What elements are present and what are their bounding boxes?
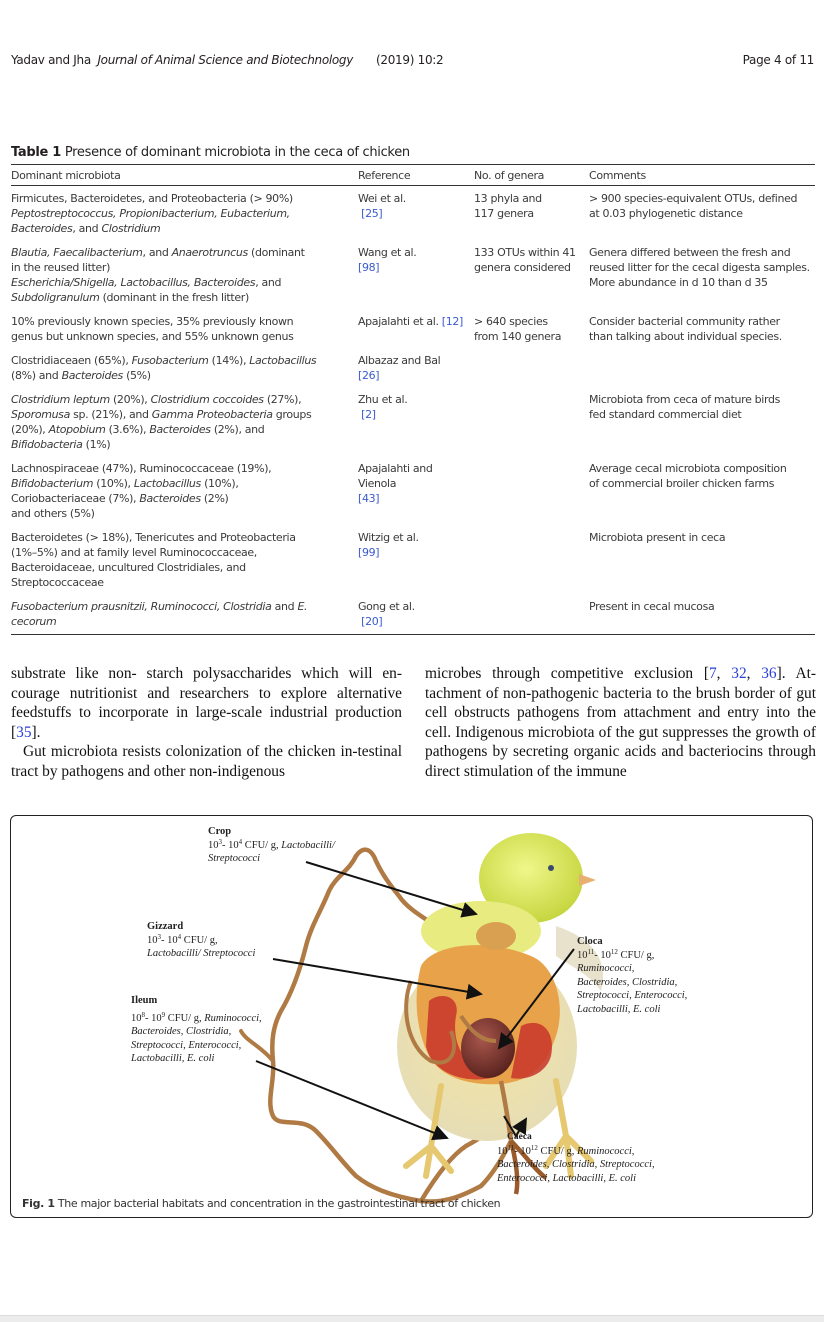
table-row [11, 458, 815, 527]
page-number: Page 4 of 11 [742, 53, 814, 67]
citation-link[interactable]: 36 [761, 665, 777, 682]
citation-link[interactable]: [20] [361, 615, 383, 628]
table-row [11, 527, 815, 596]
cell-reference: Witzig et al. [99] [358, 531, 419, 559]
paragraph: Gut microbiota resists colonization of the chicken in-testinal tract by pathogens and other non-indigenous [11, 743, 402, 780]
label-ileum [131, 994, 262, 1066]
cell-genera [474, 596, 589, 635]
header-authors: Yadav and Jha [11, 53, 91, 67]
cell-genera: > 640 species from 140 genera [474, 315, 562, 343]
cell-comments: > 900 species-equivalent OTUs, defined at 0.03 phylogenetic distance [589, 192, 798, 220]
cell-microbiota: Blautia, Faecalibacterium, and Anaerotruncus (dominant in the reused litter) Escherichia/Shigella, Lactobacillus, Bacteroides, and Subdoligranulum (dominant in the fresh litter) [11, 246, 305, 304]
citation-link[interactable]: 35 [16, 723, 32, 741]
citation-link[interactable]: [98] [358, 261, 380, 274]
column-header-genera: No. of genera [474, 169, 545, 182]
body-text-right-column [425, 664, 816, 781]
citation-link[interactable]: [26] [358, 369, 380, 382]
cell-microbiota: 10% previously known species, 35% previously known genus but unknown species, and 55% unknown genus [11, 315, 294, 343]
column-header-reference: Reference [358, 169, 411, 182]
cell-microbiota: Fusobacterium prausnitzii, Ruminococci, Clostridia and E. cecorum [11, 600, 308, 628]
cell-reference: Zhu et al. [2] [358, 393, 408, 421]
header-volume: (2019) 10:2 [376, 53, 444, 67]
cell-reference: Gong et al. [20] [358, 600, 415, 628]
label-gizzard-body: $10^3-$ $10^4$ CFU/ g, Lactobacilli/ Streptococci [147, 932, 256, 959]
cell-genera [474, 527, 589, 596]
paragraph: substrate like non- starch polysaccharides which will en-courage nutritionist and researchers to explore alternative feedstuffs to incorporate in large-scale industrial production [35]. [11, 665, 402, 741]
cell-reference: Wang et al. [98] [358, 246, 417, 274]
cell-genera: 13 phyla and 117 genera [474, 192, 542, 220]
citation-link[interactable]: 32 [731, 665, 747, 682]
label-cloca-title: Cloca [577, 936, 603, 947]
table-row [11, 389, 815, 458]
label-gizzard-title: Gizzard [147, 921, 184, 932]
citation-link[interactable]: [43] [358, 492, 380, 505]
figure-label: Fig. 1 [22, 1197, 55, 1210]
label-cloca-body: $10^{11}-$ $10^{12}$ CFU/ g, Ruminococci, Bacteroides, Clostridia, Streptococci, Enterococci, Lactobacilli, E. coli [577, 947, 688, 1015]
table-row [11, 596, 815, 635]
figure-1 [10, 815, 813, 1218]
cell-comments: Average cecal microbiota composition of commercial broiler chicken farms [589, 462, 787, 490]
cell-reference: Albazaz and Bal [26] [358, 354, 441, 382]
citation-link[interactable]: 7 [708, 665, 717, 682]
cell-comments: Microbiota present in ceca [589, 531, 726, 544]
table-row [11, 242, 815, 311]
cell-microbiota: Clostridium leptum (20%), Clostridium coccoides (27%), Sporomusa sp. (21%), and Gamma Proteobacteria groups (20%), Atopobium (3.6%), Bacteroides (2%), and Bifidobacteria (1%) [11, 393, 312, 451]
cell-microbiota: Lachnospiraceae (47%), Ruminococcaceae (19%), Bifidobacterium (10%), Lactobacillus (10%), Coriobacteriaceae (7%), Bacteroides (2%) and others (5%) [11, 462, 272, 520]
table-row [11, 350, 815, 389]
cell-genera [474, 389, 589, 458]
label-caeca-title: Caeca [507, 1132, 532, 1142]
table-row [11, 186, 815, 243]
cell-comments: Consider bacterial community rather than talking about individual species. [589, 315, 782, 343]
label-caeca [497, 1130, 655, 1185]
cell-microbiota: Firmicutes, Bacteroidetes, and Proteobacteria (> 90%) Peptostreptococcus, Propionibacterium, Eubacterium, Bacteroides, and Clostridium [11, 192, 293, 235]
label-gizzard [147, 920, 255, 961]
table-header-row [11, 165, 815, 186]
cell-microbiota: Clostridiaceaen (65%), Fusobacterium (14%), Lactobacillus (8%) and Bacteroides (5%) [11, 354, 317, 382]
paragraph: microbes through competitive exclusion [7, 32, 36]. At-tachment of non-pathogenic bacteria to the brush border of gut cell obstructs pathogens from attachment and entry into the cell. Indigenous microbiota of the gut suppresses the growth of pathogens by secreting organic acids and bacteriocins through direct stimulation of the immune [425, 665, 816, 780]
column-header-comments: Comments [589, 169, 646, 182]
label-crop [208, 825, 335, 866]
running-header [11, 53, 814, 67]
label-crop-body: $10^3-$ $10^4$ CFU/ g, Lactobacilli/ Streptococci [208, 837, 335, 864]
table-caption-text: Presence of dominant microbiota in the ceca of chicken [64, 145, 410, 160]
label-ileum-title: Ileum [131, 995, 158, 1006]
column-header-microbiota: Dominant microbiota [11, 169, 121, 182]
cell-reference: Apajalahti et al. [12] [358, 315, 463, 328]
citation-link[interactable]: [2] [361, 408, 376, 421]
microbiota-table [11, 164, 815, 635]
body-text-left-column [11, 664, 402, 781]
cell-comments [589, 350, 815, 389]
viewer-bottom-edge [0, 1315, 824, 1322]
cell-comments: Microbiota from ceca of mature birds fed standard commercial diet [589, 393, 780, 421]
figure-caption-text: The major bacterial habitats and concentration in the gastrointestinal tract of chicken [57, 1197, 501, 1210]
cell-genera: 133 OTUs within 41 genera considered [474, 246, 576, 274]
citation-link[interactable]: [99] [358, 546, 380, 559]
cell-reference: Apajalahti and Vienola [43] [358, 462, 433, 505]
table-row [11, 311, 815, 350]
label-ileum-body: $10^8-$ $10^9$ CFU/ g, Ruminococci, Bacteroides, Clostridia, Streptococci, Enterococci, Lactobacilli, E. coli [131, 1010, 262, 1064]
label-crop-title: Crop [208, 826, 232, 837]
header-journal: Journal of Animal Science and Biotechnology [97, 53, 354, 67]
cell-reference: Wei et al. [25] [358, 192, 406, 220]
cell-genera [474, 350, 589, 389]
citation-link[interactable]: [25] [361, 207, 383, 220]
cell-comments: Present in cecal mucosa [589, 600, 715, 613]
table-label: Table 1 [11, 145, 62, 160]
label-caeca-body: $10^{11}-$ $10^{12}$ CFU/ g, Ruminococci, Bacteroides, Clostridia, Streptococci, Enterococci, Lactobacilli, E. coli [497, 1143, 655, 1184]
table-caption [11, 145, 410, 160]
cell-microbiota: Bacteroidetes (> 18%), Tenericutes and Proteobacteria (1%–5%) and at family level Ruminococcaceae, Bacteroidaceae, uncultured Clostridiales, and Streptococcaceae [11, 531, 296, 589]
label-cloca [577, 935, 687, 1016]
figure-caption [22, 1197, 500, 1210]
cell-genera [474, 458, 589, 527]
cell-comments: Genera differed between the fresh and reused litter for the cecal digesta samples. More abundance in d 10 than d 35 [589, 246, 810, 289]
citation-link[interactable]: [12] [441, 315, 463, 328]
header-citation [11, 53, 356, 67]
